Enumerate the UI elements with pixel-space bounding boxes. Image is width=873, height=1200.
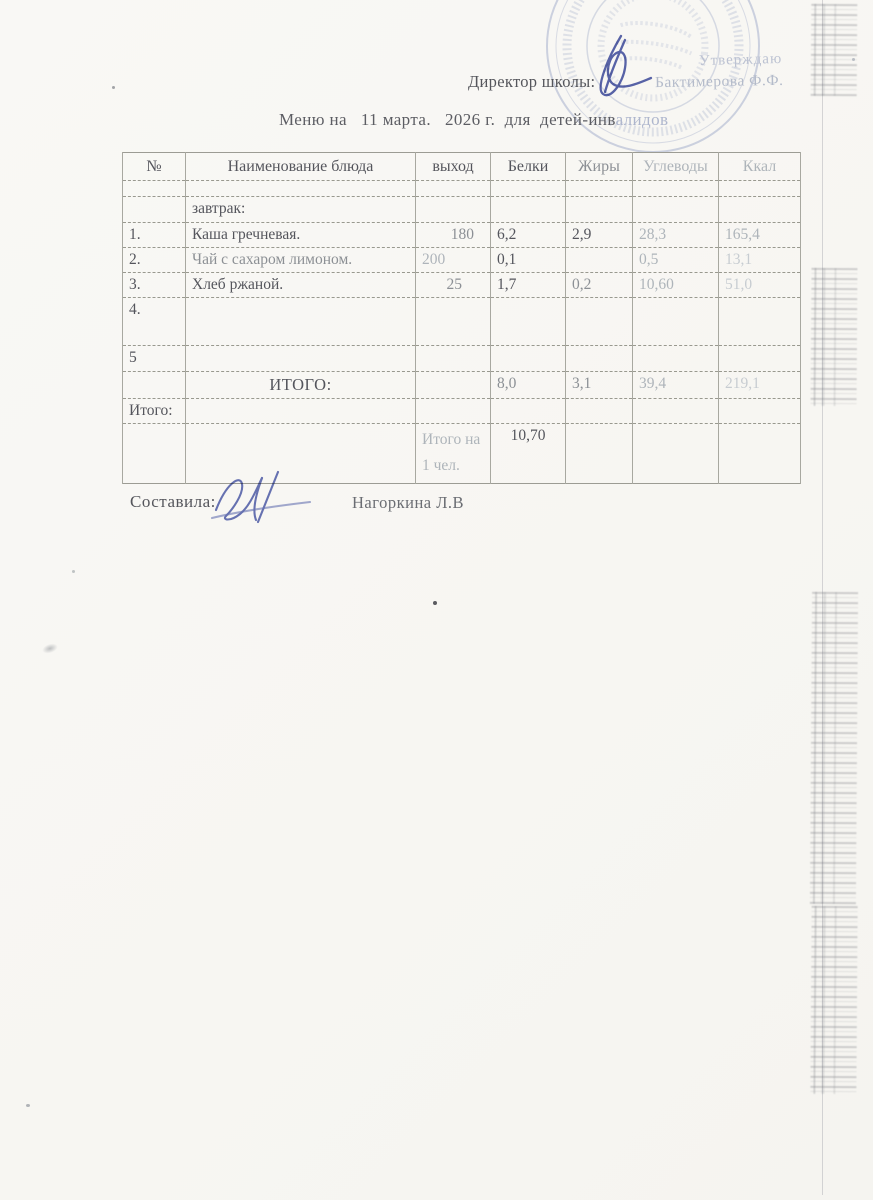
table-cell	[416, 197, 491, 223]
table-row-dish-1	[123, 223, 801, 248]
director-name: Бактимерова Ф.Ф.	[654, 71, 784, 92]
composer-signature	[206, 466, 318, 528]
table-cell: 2,9	[566, 223, 633, 248]
col-header-kcal: Ккал	[719, 153, 801, 181]
table-row-dish-2	[123, 248, 801, 273]
table-cell	[566, 181, 633, 197]
page-title-faded: алидов	[615, 110, 669, 129]
table-cell: 10,60	[633, 273, 719, 298]
table-cell: 165,4	[719, 223, 801, 248]
table-cell	[416, 298, 491, 346]
table-cell: 2.	[123, 248, 186, 273]
table-cell	[566, 424, 633, 484]
ink-speck	[26, 1104, 30, 1107]
table-cell-dish-name: Каша гречневая.	[186, 223, 416, 248]
table-cell-per-person-value: 10,70	[491, 424, 566, 484]
table-cell	[491, 346, 566, 372]
table-cell: 4.	[123, 298, 186, 346]
table-cell	[123, 197, 186, 223]
table-cell: 25	[416, 273, 491, 298]
col-header-number: №	[123, 153, 186, 181]
menu-table	[122, 152, 801, 484]
table-cell	[416, 399, 491, 424]
composed-by-label: Составила:	[130, 492, 216, 511]
table-cell: 3.	[123, 273, 186, 298]
table-cell: 39,4	[633, 372, 719, 399]
table-cell	[123, 181, 186, 197]
table-cell: 13,1	[719, 248, 801, 273]
table-cell	[633, 424, 719, 484]
table-row-dish-4	[123, 298, 801, 346]
table-cell: 8,0	[491, 372, 566, 399]
table-cell: 0,5	[633, 248, 719, 273]
table-cell-meal-label: завтрак:	[186, 197, 416, 223]
table-cell	[186, 346, 416, 372]
table-cell	[186, 298, 416, 346]
table-cell: 3,1	[566, 372, 633, 399]
table-cell: 180	[416, 223, 491, 248]
table-cell	[719, 181, 801, 197]
table-cell: 0,2	[566, 273, 633, 298]
table-cell	[633, 197, 719, 223]
table-cell	[719, 399, 801, 424]
table-cell	[491, 197, 566, 223]
col-header-carbs: Углеводы	[633, 153, 719, 181]
table-cell	[566, 298, 633, 346]
table-cell	[491, 298, 566, 346]
table-cell: 6,2	[491, 223, 566, 248]
table-cell	[633, 298, 719, 346]
table-cell	[719, 424, 801, 484]
page-title	[279, 110, 668, 130]
table-cell	[416, 346, 491, 372]
table-header-row	[123, 153, 801, 181]
table-row-dish-3	[123, 273, 801, 298]
table-cell	[719, 298, 801, 346]
table-cell: 0,1	[491, 248, 566, 273]
table-cell	[491, 399, 566, 424]
table-cell: 200	[416, 248, 491, 273]
bleedthrough-strip	[811, 4, 858, 96]
ink-speck	[433, 601, 437, 605]
table-cell	[416, 181, 491, 197]
col-header-fat: Жиры	[566, 153, 633, 181]
table-row-dish-5	[123, 346, 801, 372]
table-cell	[566, 197, 633, 223]
table-cell	[566, 248, 633, 273]
table-cell	[416, 372, 491, 399]
table-row-spacer	[123, 181, 801, 197]
director-label: Директор школы:	[468, 72, 596, 91]
table-cell-itogo-label: Итого:	[123, 399, 186, 424]
ink-smudge	[41, 642, 59, 656]
table-cell	[186, 181, 416, 197]
table-cell-total-label: ИТОГО:	[186, 372, 416, 399]
table-cell: 1,7	[491, 273, 566, 298]
ink-speck	[72, 570, 75, 573]
table-cell	[719, 197, 801, 223]
ink-speck	[852, 58, 855, 61]
col-header-protein: Белки	[491, 153, 566, 181]
table-cell: 51,0	[719, 273, 801, 298]
col-header-dish: Наименование блюда	[186, 153, 416, 181]
table-cell-per-person-label: Итого на 1 чел.	[416, 424, 491, 484]
table-cell	[719, 346, 801, 372]
table-cell: 28,3	[633, 223, 719, 248]
table-row-total	[123, 372, 801, 399]
approved-text: Утверждаю	[698, 50, 783, 70]
table-cell	[491, 181, 566, 197]
table-cell	[566, 399, 633, 424]
director-signature	[585, 30, 670, 110]
col-header-output: выход	[416, 153, 491, 181]
table-cell	[633, 399, 719, 424]
bleedthrough-strip	[810, 592, 858, 904]
bleedthrough-strip	[810, 906, 857, 1094]
table-cell: 5	[123, 346, 186, 372]
table-cell-dish-name: Чай с сахаром лимоном.	[186, 248, 416, 273]
ink-speck	[112, 86, 115, 89]
table-cell	[186, 399, 416, 424]
page-title-main: Меню на 11 марта. 2026 г. для детей-инв	[279, 110, 616, 129]
table-cell	[633, 346, 719, 372]
composer-name: Нагоркина Л.В	[352, 493, 465, 512]
table-cell: 219,1	[719, 372, 801, 399]
table-cell-dish-name: Хлеб ржаной.	[186, 273, 416, 298]
table-cell	[566, 346, 633, 372]
table-cell	[633, 181, 719, 197]
table-row-breakfast	[123, 197, 801, 223]
table-cell	[123, 372, 186, 399]
bleedthrough-strip	[811, 268, 858, 406]
table-row-itogo	[123, 399, 801, 424]
table-cell	[123, 424, 186, 484]
table-cell: 1.	[123, 223, 186, 248]
